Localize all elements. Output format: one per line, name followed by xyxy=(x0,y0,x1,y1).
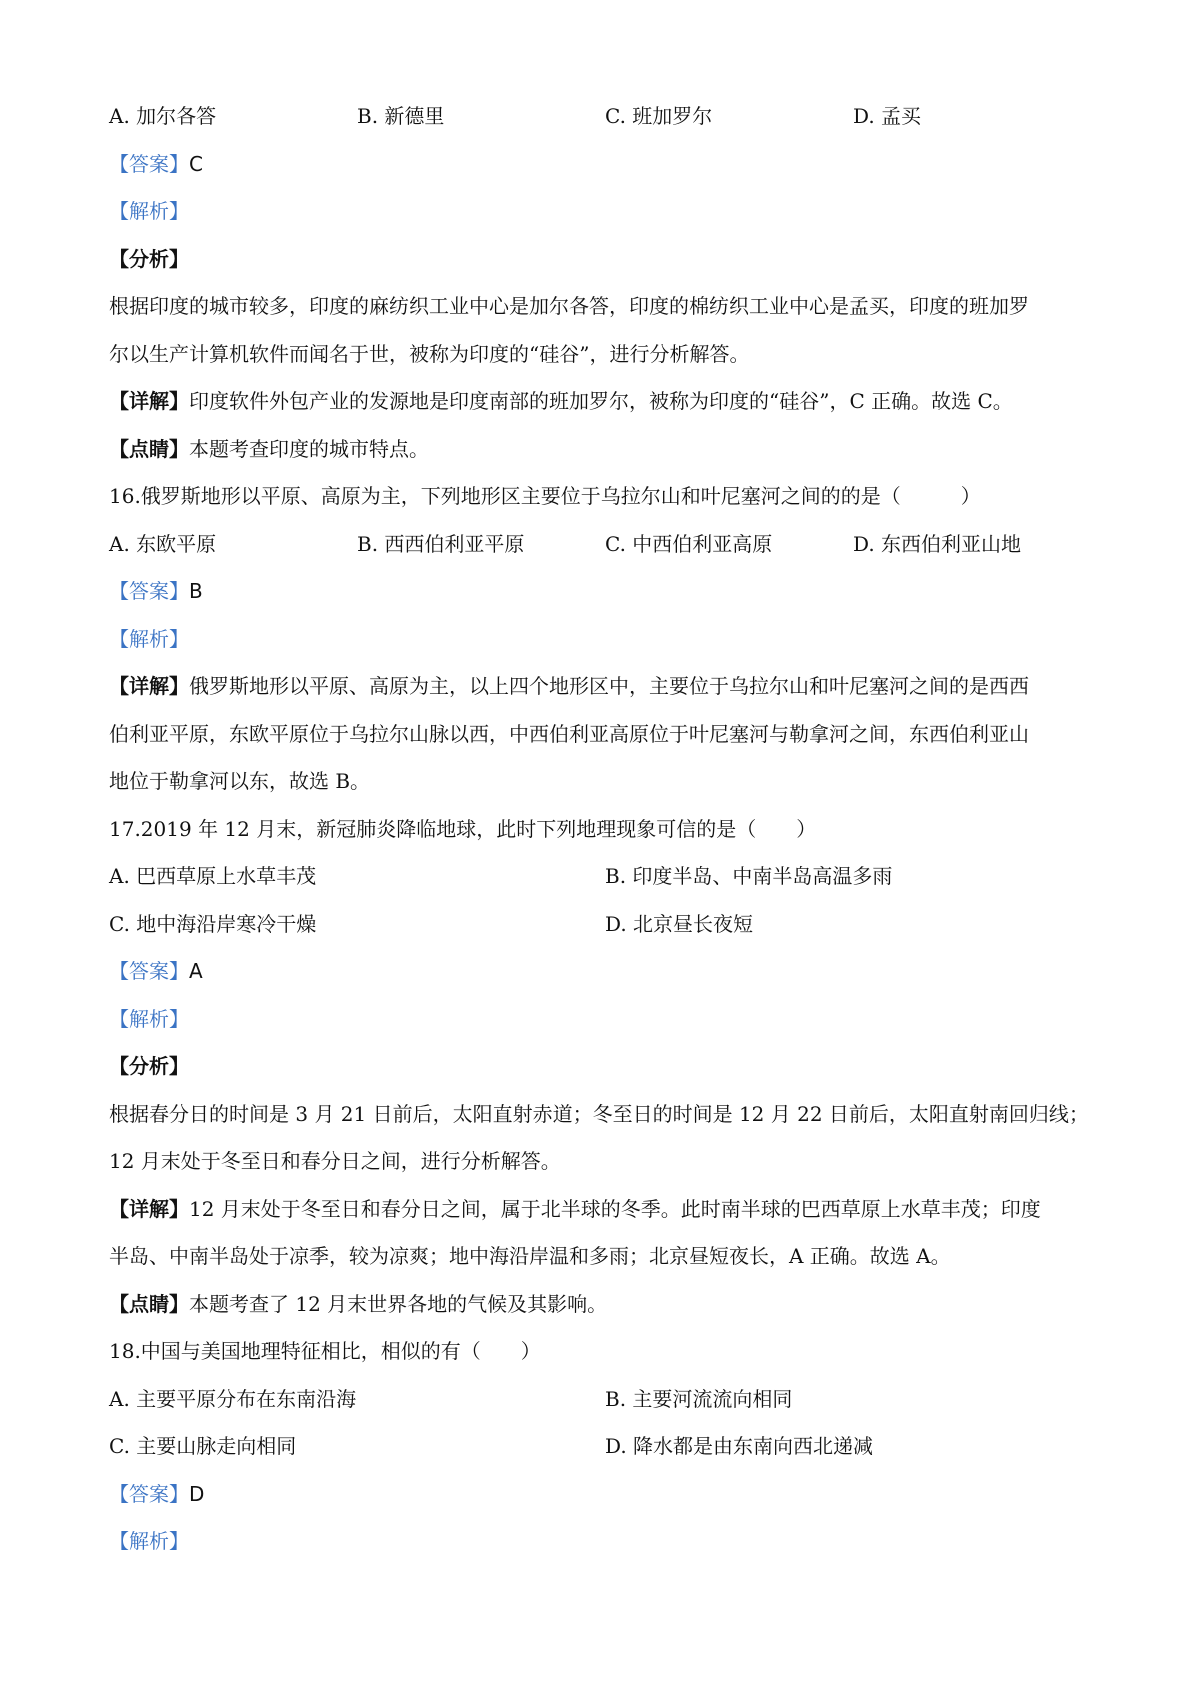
q15-option-c: C. 班加罗尔 xyxy=(605,104,713,128)
q16-option-d: D. 东西伯利亚山地 xyxy=(853,532,1022,556)
q16-answer xyxy=(109,578,1109,604)
q17-question: 17.2019 年 12 月末，新冠肺炎降临地球，此时下列地理现象可信的是（ ） xyxy=(109,817,817,841)
q18-option-d: D. 降水都是由东南向西北递减 xyxy=(605,1434,874,1458)
q17-detail-line-2: 半岛、中南半岛处于凉季，较为凉爽；地中海沿岸温和多雨；北京昼短夜长，A 正确。故选 A。 xyxy=(109,1244,951,1268)
detail-tag: 【详解】 xyxy=(109,389,189,413)
detail-tag: 【详解】 xyxy=(109,1197,189,1221)
q17-fenxi-line-1: 根据春分日的时间是 3 月 21 日前后，太阳直射赤道；冬至日的时间是 12 月 22 日前后，太阳直射南回归线； xyxy=(109,1102,1089,1126)
q17-option-d: D. 北京昼长夜短 xyxy=(605,912,754,936)
q18-analysis-tag: 【解析】 xyxy=(109,1529,189,1553)
detail-text: 俄罗斯地形以平原、高原为主，以上四个地形区中，主要位于乌拉尔山和叶尼塞河之间的是西西 xyxy=(189,674,1029,698)
q15-fenxi-line-2: 尔以生产计算机软件而闻名于世，被称为印度的“硅谷”，进行分析解答。 xyxy=(109,342,750,366)
q15-option-b: B. 新德里 xyxy=(357,104,445,128)
q18-option-b: B. 主要河流流向相同 xyxy=(605,1387,793,1411)
answer-value: C xyxy=(189,152,203,176)
q15-fenxi-tag: 【分析】 xyxy=(109,247,189,271)
dianjing-text: 本题考查了 12 月末世界各地的气候及其影响。 xyxy=(189,1292,608,1316)
q16-detail-line-1 xyxy=(109,673,1109,699)
q15-analysis-tag: 【解析】 xyxy=(109,199,189,223)
q16-option-a: A. 东欧平原 xyxy=(109,532,217,556)
q16-detail-line-3: 地位于勒拿河以东，故选 B。 xyxy=(109,769,371,793)
q17-fenxi-line-2: 12 月末处于冬至日和春分日之间，进行分析解答。 xyxy=(109,1149,561,1173)
q15-dianjing xyxy=(109,436,1109,462)
q17-detail-line-1 xyxy=(109,1196,1109,1222)
answer-tag: 【答案】 xyxy=(109,152,189,176)
q16-analysis-tag: 【解析】 xyxy=(109,627,189,651)
answer-value: A xyxy=(189,959,203,983)
dianjing-tag: 【点睛】 xyxy=(109,1292,189,1316)
detail-text: 12 月末处于冬至日和春分日之间，属于北半球的冬季。此时南半球的巴西草原上水草丰茂；印度 xyxy=(189,1197,1041,1221)
q18-answer xyxy=(109,1481,1109,1507)
detail-text: 印度软件外包产业的发源地是印度南部的班加罗尔，被称为印度的“硅谷”，C 正确。故选 C。 xyxy=(189,389,1013,413)
q16-question: 16.俄罗斯地形以平原、高原为主，下列地形区主要位于乌拉尔山和叶尼塞河之间的的是（ ） xyxy=(109,484,981,508)
answer-tag: 【答案】 xyxy=(109,959,189,983)
dianjing-text: 本题考查印度的城市特点。 xyxy=(189,437,429,461)
answer-value: B xyxy=(189,579,203,603)
detail-tag: 【详解】 xyxy=(109,674,189,698)
q15-detail xyxy=(109,388,1109,414)
q16-detail-line-2: 伯利亚平原，东欧平原位于乌拉尔山脉以西，中西伯利亚高原位于叶尼塞河与勒拿河之间，东西伯利亚山 xyxy=(109,722,1029,746)
q17-dianjing xyxy=(109,1291,1109,1317)
q18-question: 18.中国与美国地理特征相比，相似的有（ ） xyxy=(109,1339,541,1363)
q18-option-a: A. 主要平原分布在东南沿海 xyxy=(109,1387,357,1411)
dianjing-tag: 【点睛】 xyxy=(109,437,189,461)
q17-option-a: A. 巴西草原上水草丰茂 xyxy=(109,864,317,888)
q17-answer xyxy=(109,958,1109,984)
q17-option-b: B. 印度半岛、中南半岛高温多雨 xyxy=(605,864,893,888)
q17-analysis-tag: 【解析】 xyxy=(109,1007,189,1031)
q17-fenxi-tag: 【分析】 xyxy=(109,1054,189,1078)
q18-option-c: C. 主要山脉走向相同 xyxy=(109,1434,297,1458)
answer-tag: 【答案】 xyxy=(109,579,189,603)
q15-option-d: D. 孟买 xyxy=(853,104,922,128)
q16-option-b: B. 西西伯利亚平原 xyxy=(357,532,525,556)
q17-option-c: C. 地中海沿岸寒冷干燥 xyxy=(109,912,317,936)
q16-option-c: C. 中西伯利亚高原 xyxy=(605,532,773,556)
q15-fenxi-line-1: 根据印度的城市较多，印度的麻纺织工业中心是加尔各答，印度的棉纺织工业中心是孟买，印度的班加罗 xyxy=(109,294,1029,318)
answer-tag: 【答案】 xyxy=(109,1482,189,1506)
q15-option-a: A. 加尔各答 xyxy=(109,104,217,128)
q15-answer xyxy=(109,151,1109,177)
answer-value: D xyxy=(189,1482,205,1506)
